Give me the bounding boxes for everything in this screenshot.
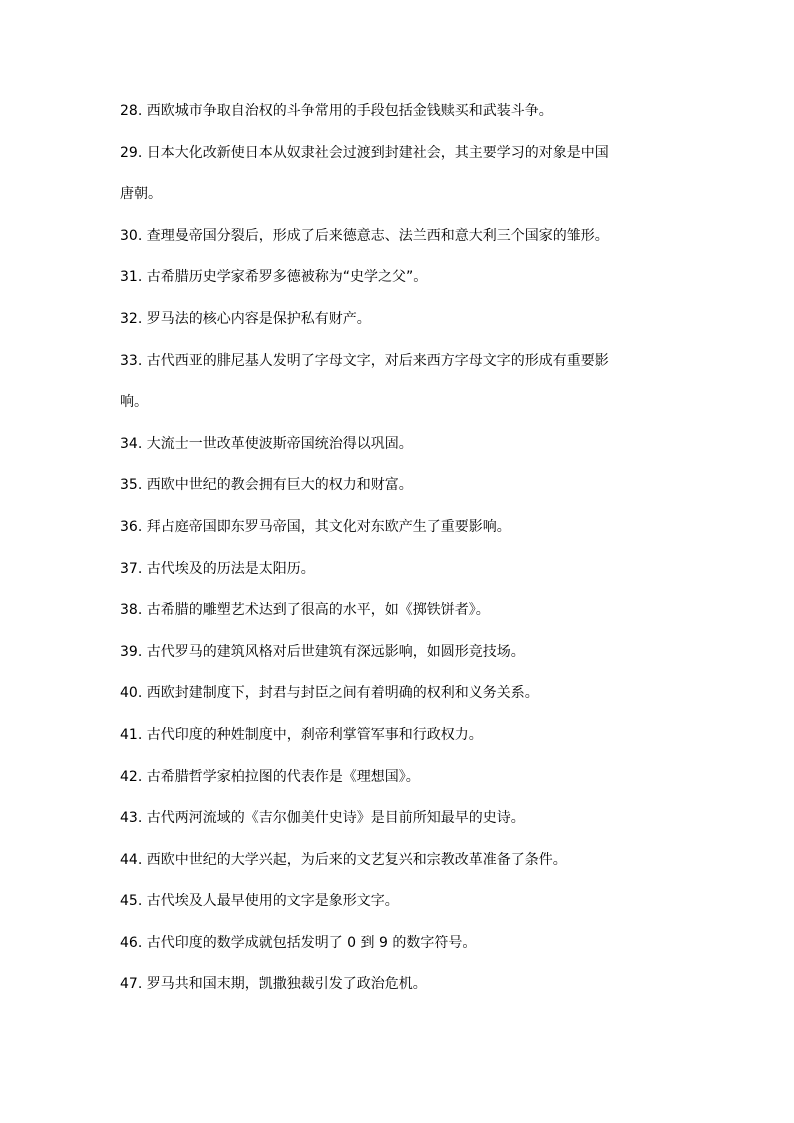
text-line: 33. 古代西亚的腓尼基人发明了字母文字，对后来西方字母文字的形成有重要影 <box>120 352 609 369</box>
text-line: 43. 古代两河流域的《吉尔伽美什史诗》是目前所知最早的史诗。 <box>120 810 525 827</box>
text-line: 唐朝。 <box>120 186 162 203</box>
text-line: 41. 古代印度的种姓制度中，刹帝利掌管军事和行政权力。 <box>120 726 483 743</box>
document-body <box>120 104 680 1019</box>
text-line: 37. 古代埃及的历法是太阳历。 <box>120 560 315 577</box>
text-line: 28. 西欧城市争取自治权的斗争常用的手段包括金钱赎买和武装斗争。 <box>120 103 553 119</box>
text-line: 32. 罗马法的核心内容是保护私有财产。 <box>120 310 371 327</box>
text-line: 36. 拜占庭帝国即东罗马帝国，其文化对东欧产生了重要影响。 <box>120 518 511 535</box>
text-line: 38. 古希腊的雕塑艺术达到了很高的水平，如《掷铁饼者》。 <box>120 602 490 619</box>
text-line: 31. 古希腊历史学家希罗多德被称为“史学之父”。 <box>120 269 428 286</box>
text-line: 46. 古代印度的数学成就包括发明了 0 到 9 的数字符号。 <box>120 934 477 951</box>
text-line: 30. 查理曼帝国分裂后，形成了后来德意志、法兰西和意大利三个国家的雏形。 <box>120 227 609 244</box>
text-line: 42. 古希腊哲学家柏拉图的代表作是《理想国》。 <box>120 768 420 785</box>
text-line: 39. 古代罗马的建筑风格对后世建筑有深远影响，如圆形竞技场。 <box>120 643 525 660</box>
text-line: 44. 西欧中世纪的大学兴起，为后来的文艺复兴和宗教改革准备了条件。 <box>120 851 567 868</box>
text-line: 40. 西欧封建制度下，封君与封臣之间有着明确的权利和义务关系。 <box>120 685 539 702</box>
text-line: 响。 <box>120 394 148 411</box>
text-line: 29. 日本大化改新使日本从奴隶社会过渡到封建社会，其主要学习的对象是中国 <box>120 144 609 161</box>
text-line: 35. 西欧中世纪的教会拥有巨大的权力和财富。 <box>120 477 413 494</box>
text-line: 47. 罗马共和国末期，凯撒独裁引发了政治危机。 <box>120 976 427 993</box>
text-line: 34. 大流士一世改革使波斯帝国统治得以巩固。 <box>120 435 413 452</box>
text-line: 45. 古代埃及人最早使用的文字是象形文字。 <box>120 893 399 910</box>
